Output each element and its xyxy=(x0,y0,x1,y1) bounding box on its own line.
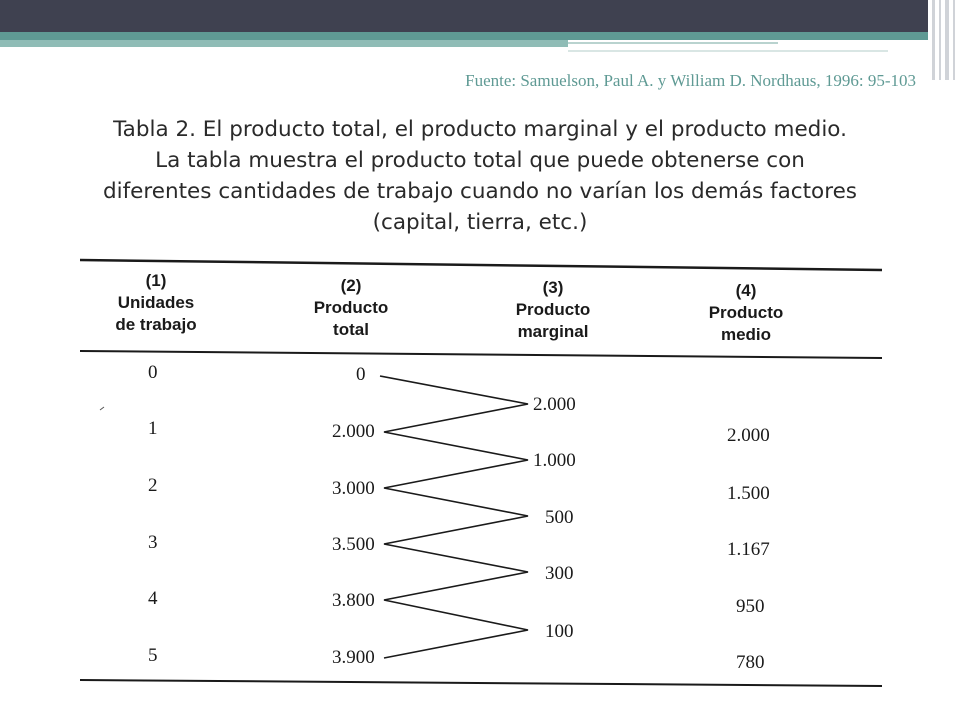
header-col-1: (1) Unidades de trabajo xyxy=(115,271,197,334)
title-line: La tabla muestra el producto total que puede obtenerse con xyxy=(155,148,805,173)
medio-cell: 780 xyxy=(736,652,765,673)
marginal-cell: 500 xyxy=(545,507,574,528)
total-cell: 3.900 xyxy=(332,647,375,668)
medio-cell: 1.500 xyxy=(727,483,770,504)
unidades-cell: 3 xyxy=(148,532,158,553)
source-citation: Fuente: Samuelson, Paul A. y William D. Nordhaus, 1996: 95-103 xyxy=(465,71,916,90)
total-cell: 2.000 xyxy=(332,421,375,442)
banner-teal-bar xyxy=(0,32,928,40)
total-cell: 3.500 xyxy=(332,534,375,555)
top-banner xyxy=(0,0,960,60)
medio-cell: 2.000 xyxy=(727,425,770,446)
banner-light-teal-bar xyxy=(0,40,568,47)
slide-title xyxy=(40,114,920,238)
header-col-2: (2) Producto total xyxy=(313,276,389,339)
banner-thin-line xyxy=(568,42,778,44)
table-top-rule xyxy=(80,260,882,270)
marginal-cell: 300 xyxy=(545,563,574,584)
header-col-4: (4) Producto medio xyxy=(708,281,784,344)
banner-dark-bar xyxy=(0,0,928,32)
title-line: Tabla 2. El producto total, el producto marginal y el producto medio. xyxy=(113,117,847,142)
title-line: (capital, tierra, etc.) xyxy=(372,210,588,235)
marginal-cell: 1.000 xyxy=(533,450,576,471)
zigzag-connectors xyxy=(380,376,528,658)
unidades-cell: 5 xyxy=(148,645,158,666)
marginal-cell: 2.000 xyxy=(533,394,576,415)
unidades-cell: 2 xyxy=(148,475,158,496)
unidades-cell: 0 xyxy=(148,362,158,383)
banner-thin-line xyxy=(568,50,888,52)
banner-right-stripes xyxy=(928,0,960,80)
title-line: diferentes cantidades de trabajo cuando no varían los demás factores xyxy=(102,179,857,204)
marginal-cell: 100 xyxy=(545,621,574,642)
total-cell: 3.800 xyxy=(332,590,375,611)
header-rule xyxy=(80,351,882,358)
medio-cell: 1.167 xyxy=(727,539,770,560)
header-col-3: (3) Producto marginal xyxy=(515,278,591,341)
total-cell: 3.000 xyxy=(332,478,375,499)
table-bottom-rule xyxy=(80,680,882,686)
medio-cell: 950 xyxy=(736,596,765,617)
unidades-cell: 4 xyxy=(148,588,158,609)
production-table xyxy=(0,250,960,690)
total-cell: 0 xyxy=(356,364,366,385)
unidades-cell: 1 xyxy=(148,418,158,439)
